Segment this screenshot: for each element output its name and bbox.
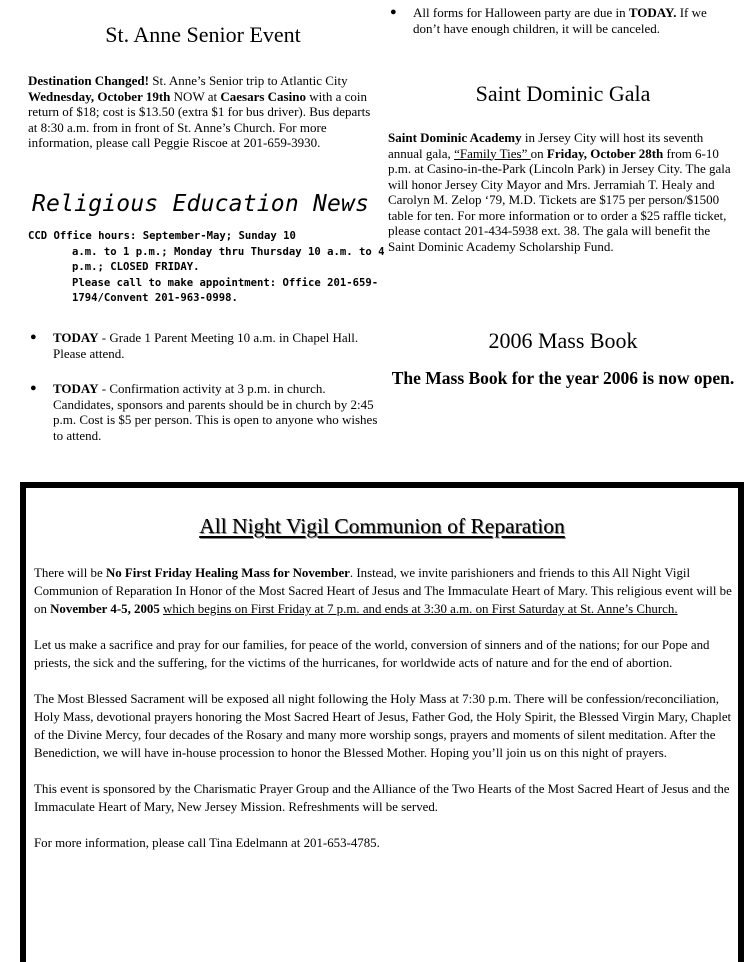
ccd-office-hours: CCD Office hours: September-May; Sunday 10 a.m. to 1 p.m.; Monday thru Thursday 10 a.m. to 4 p.m.; CLOSED FRIDAY. Please call to make appointment: Office 201-659-1794/Convent 201-963-0998. — [28, 230, 385, 304]
bullet-icon: ● — [390, 6, 397, 18]
list-item: ● All forms for Halloween party are due in TODAY. If we don’t have enough children, it will be canceled. — [390, 5, 707, 36]
vigil-paragraph-5: For more information, please call Tina Edelmann at 201-653-4785. — [34, 836, 380, 850]
vigil-time-location: which begins on First Friday at 7 p.m. and ends at 3:30 a.m. on First Saturday at St. Anne’s Church. — [163, 602, 678, 616]
gala-date: Friday, October 28th — [546, 145, 664, 161]
destination-changed: Destination Changed! — [28, 73, 149, 88]
vigil-box — [20, 482, 744, 962]
vigil-paragraph-1: There will be No First Friday Healing Mass for November. Instead, we invite parishioners and friends to this All Night Vigil Communion of Reparation In Honor of the Most Sacred Heart of Jesus and The Immaculate Heart of Mary. This religious event will be on November 4-5, 2005 which begins on First Friday at 7 p.m. and ends at 3:30 a.m. on First Saturday at St. Anne’s Church. — [34, 566, 732, 616]
mass-book-title: 2006 Mass Book — [488, 328, 638, 353]
trip-venue: Caesars Casino — [220, 88, 306, 104]
religious-bullet-list — [28, 330, 378, 443]
vigil-paragraph-3: The Most Blessed Sacrament will be exposed all night following the Holy Mass at 7:30 p.m. There will be confession/reconciliation, Holy Mass, devotional prayers honoring the Most Sacred Heart of Jesus, Father God, the Holy Spirit, the Blessed Virgin Mary, Chaplet of the Divine Mercy, four decades of the Rosary and many more worship songs, prayers and moments of silent meditation. After the Benediction, we will have in-house procession to honor the Blessed Mother. Hoping you’ll join us on this night of prayers. — [34, 692, 732, 760]
halloween-bullet-list — [388, 5, 728, 36]
trip-date: Wednesday, October 19th — [28, 88, 171, 104]
mass-book-subtitle: The Mass Book for the year 2006 is now open. — [391, 368, 735, 388]
academy-name: Saint Dominic Academy — [388, 130, 522, 145]
list-item: ● TODAY - Confirmation activity at 3 p.m. in church. Candidates, sponsors and parents should be in church by 2:45 p.m. Cost is $5 per person. This is open to anyone who wishes to attend. — [30, 381, 378, 443]
vigil-title: All Night Vigil Communion of Reparation — [199, 514, 565, 538]
bullet-icon: ● — [30, 382, 37, 394]
religious-education-title: Religious Education News — [32, 191, 370, 217]
senior-event-text: Destination Changed! St. Anne’s Senior trip to Atlantic City Wednesday, October 19th NOW at Caesars Casino with a coin return of $18; cost is $13.50 (extra $1 for bus driver). Bus departs at 8:30 a.m. from in front of St. Anne’s Church. For more information, please call Peggie Riscoe at 201-659-3930. — [28, 73, 371, 150]
vigil-body — [34, 564, 738, 870]
list-item: ● TODAY - Grade 1 Parent Meeting 10 a.m. in Chapel Hall. Please attend. — [30, 330, 359, 361]
no-healing-mass: No First Friday Healing Mass for November — [105, 566, 350, 580]
gala-title: Saint Dominic Gala — [475, 81, 651, 106]
vigil-paragraph-2: Let us make a sacrifice and pray for our families, for peace of the world, conversion of sinners and of the nations; for our Pope and priests, the sick and the suffering, for the victims of the hurricanes, for worldwide acts of nature and for the end of abortion. — [34, 638, 710, 670]
gala-theme: “Family Ties” — [454, 145, 531, 161]
bullet-icon: ● — [30, 331, 37, 343]
senior-event-title: St. Anne Senior Event — [105, 22, 301, 47]
gala-text: Saint Dominic Academy in Jersey City will host its seventh annual gala, “Family Ties” on Friday, October 28th from 6-10 p.m. at Casino-in-the-Park (Lincoln Park) in Jersey City. The gala will honor Jersey City Mayor and Mrs. Jerramiah T. Healy and Carolyn M. Zelop ‘79, M.D. Tickets are $175 per person/$1500 table for ten. For more information or to order a $25 raffle ticket, please contact 201-434-5938 ext. 38. The gala will benefit the Saint Dominic Academy Scholarship Fund. — [388, 130, 731, 254]
vigil-paragraph-4: This event is sponsored by the Charismatic Prayer Group and the Alliance of the Two Hearts of the Most Sacred Heart of Jesus and the Immaculate Heart of Mary, New Jersey Mission. Refreshments will be served. — [34, 782, 730, 814]
vigil-date: November 4-5, 2005 — [50, 602, 160, 616]
